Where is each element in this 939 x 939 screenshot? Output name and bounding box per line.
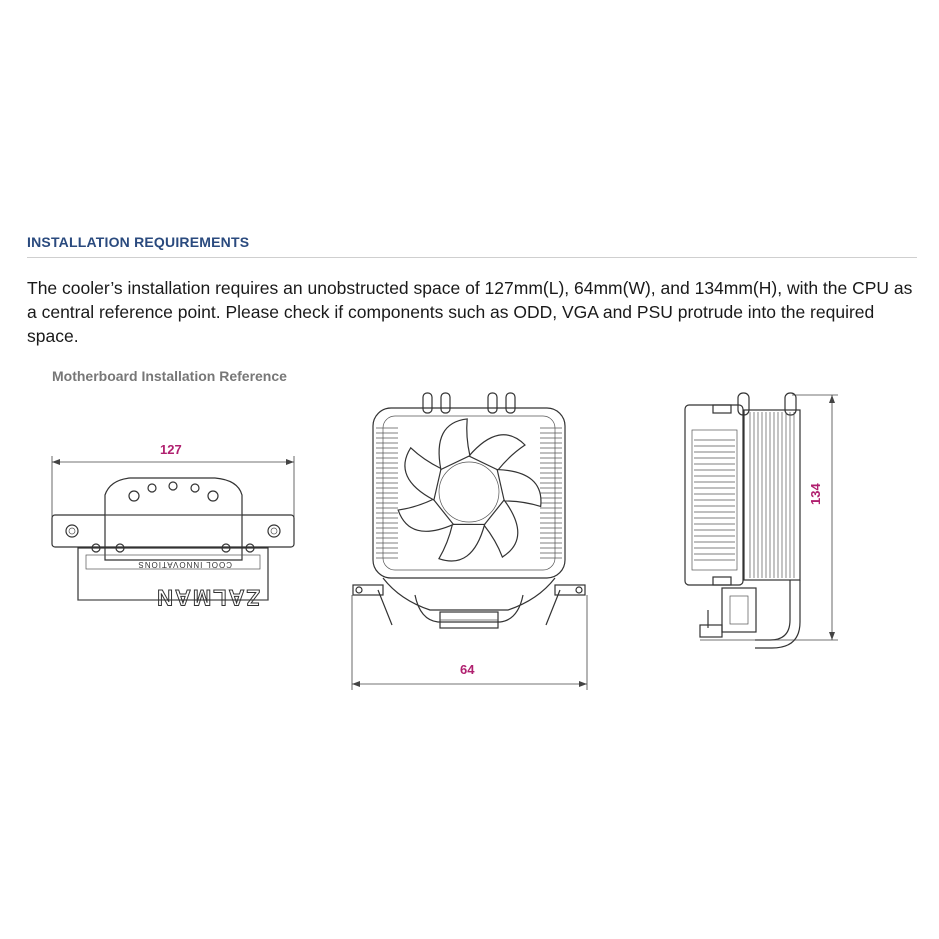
mirrored-tagline-text: COOL INNOVATIONS	[137, 560, 232, 569]
length-dimension-label: 127	[160, 442, 182, 457]
height-dimension-label: 134	[808, 483, 823, 505]
installation-description: The cooler’s installation requires an unobstructed space of 127mm(L), 64mm(W), and 134mm(H), with the CPU as a central reference point. Please check if components such as ODD, VGA and PSU protrude into the required space.	[27, 278, 913, 346]
width-dimension-label: 64	[460, 662, 475, 677]
top-view-drawing	[52, 456, 294, 610]
reference-title: Motherboard Installation Reference	[52, 368, 287, 384]
section-heading: INSTALLATION REQUIREMENTS	[27, 234, 250, 250]
side-view-drawing	[685, 393, 838, 648]
front-view-drawing	[352, 393, 587, 690]
mirrored-brand-text: ZALMAN	[155, 585, 260, 610]
